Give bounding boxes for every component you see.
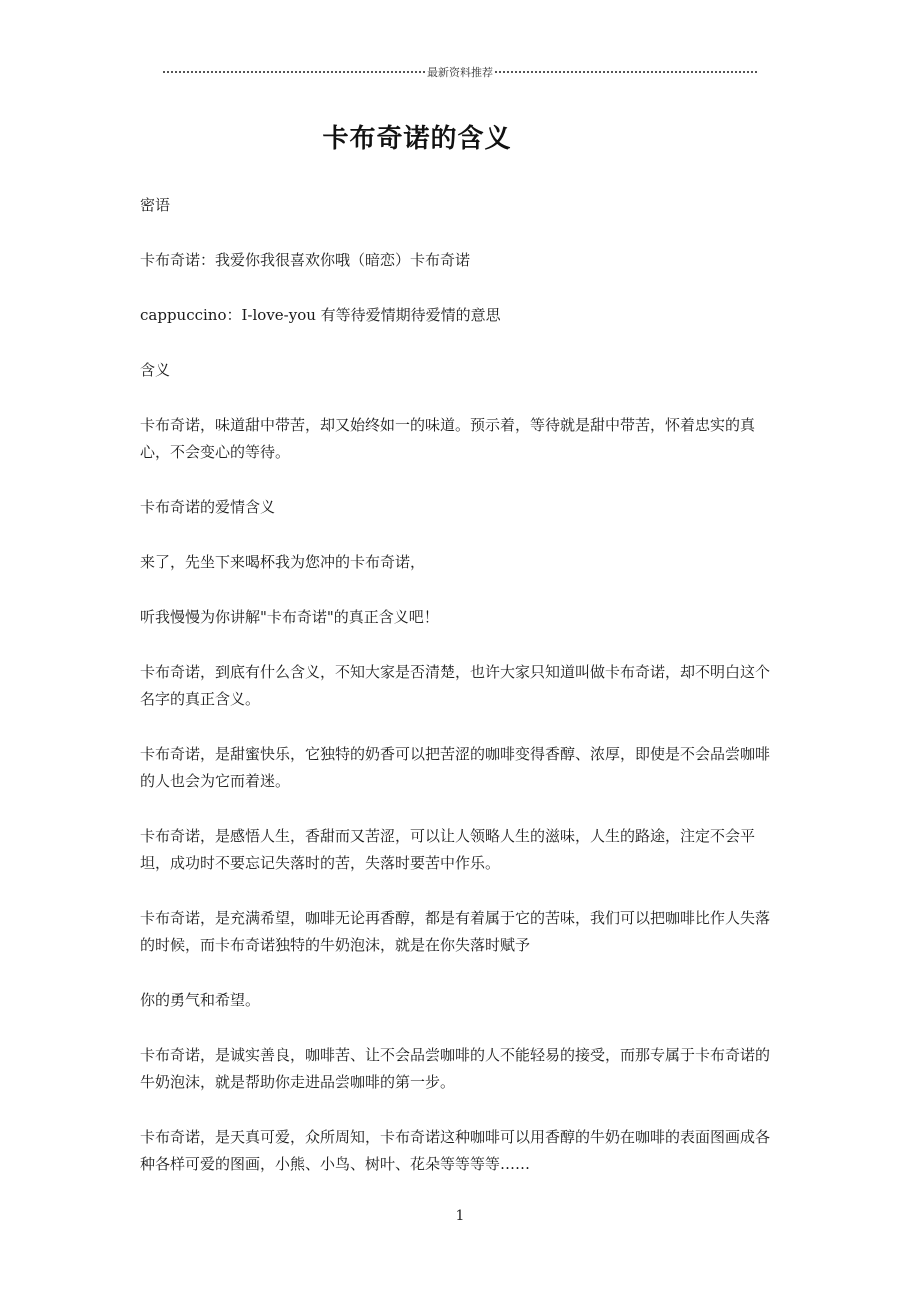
document-body [140, 192, 780, 1206]
paragraph: 卡布奇诺，是甜蜜快乐，它独特的奶香可以把苦涩的咖啡变得香醇、浓厚，即使是不会品尝咖啡的人也会为它而着迷。 [140, 745, 771, 790]
header-dotted-rule-right [495, 71, 757, 73]
document-title: 卡布奇诺的含义 [322, 124, 512, 154]
paragraph: 卡布奇诺，到底有什么含义，不知大家是否清楚，也许大家只知道叫做卡布奇诺，却不明白这个名字的真正含义。 [140, 663, 771, 708]
header-dotted-rule-left [163, 71, 425, 73]
paragraph: cappuccino：I-love-you 有等待爱情期待爱情的意思 [140, 306, 501, 324]
paragraph: 卡布奇诺，是天真可爱，众所周知，卡布奇诺这种咖啡可以用香醇的牛奶在咖啡的表面图画成各种各样可爱的图画，小熊、小鸟、树叶、花朵等等等等…… [140, 1128, 771, 1173]
paragraph: 密语 [140, 196, 171, 214]
page-number: 1 [455, 1208, 465, 1224]
paragraph: 你的勇气和希望。 [140, 991, 261, 1009]
paragraph: 来了，先坐下来喝杯我为您冲的卡布奇诺， [140, 553, 426, 571]
paragraph: 卡布奇诺，是充满希望，咖啡无论再香醇，都是有着属于它的苦味，我们可以把咖啡比作人失落的时候，而卡布奇诺独特的牛奶泡沫，就是在你失落时赋予 [140, 909, 771, 954]
paragraph: 卡布奇诺，是诚实善良，咖啡苦、让不会品尝咖啡的人不能轻易的接受，而那专属于卡布奇诺的牛奶泡沫，就是帮助你走进品尝咖啡的第一步。 [140, 1046, 771, 1091]
paragraph: 卡布奇诺：我爱你我很喜欢你哦（暗恋）卡布奇诺 [140, 251, 471, 269]
paragraph: 卡布奇诺，味道甜中带苦，却又始终如一的味道。预示着，等待就是甜中带苦，怀着忠实的真心，不会变心的等待。 [140, 416, 756, 461]
header-label: 最新资料推荐 [427, 66, 493, 79]
paragraph: 含义 [140, 361, 171, 379]
page-header [163, 64, 757, 80]
paragraph: 听我慢慢为你讲解"卡布奇诺"的真正含义吧！ [140, 608, 439, 626]
paragraph: 卡布奇诺的爱情含义 [140, 498, 276, 516]
paragraph: 卡布奇诺，是感悟人生，香甜而又苦涩，可以让人领略人生的滋味，人生的路途，注定不会平坦，成功时不要忘记失落时的苦，失落时要苦中作乐。 [140, 827, 756, 872]
